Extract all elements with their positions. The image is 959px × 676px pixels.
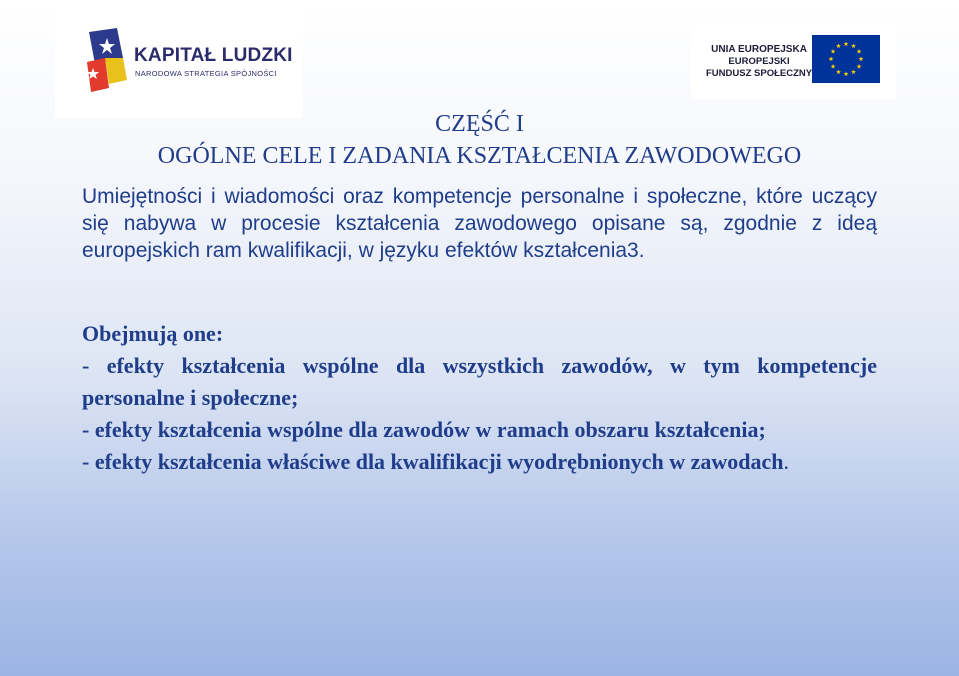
intro-text: Umiejętności i wiadomości oraz kompetencje personalne i społeczne, które uczący się nabywa w procesie kształcenia zawodowego opisane są, zgodnie z ideą europejskich ram kwalifikacji, w języku efektów kształcenia3. (82, 185, 877, 262)
intro-paragraph (82, 183, 877, 264)
kapital-ludzki-logo (55, 0, 303, 118)
ue-logo-text (706, 44, 812, 80)
ue-line-1: UNIA EUROPEJSKA (711, 44, 807, 55)
ue-line-2: EUROPEJSKI (728, 56, 790, 67)
list-item-1: - efekty kształcenia wspólne dla wszystkich zawodów, w tym kompetencje personalne i społeczne; (82, 353, 877, 410)
kapital-ludzki-emblem-icon (83, 28, 131, 92)
list-item-3 (82, 446, 877, 478)
list-end-mark: . (783, 449, 790, 474)
heading-block (0, 108, 959, 172)
eu-flag-icon (812, 35, 880, 83)
section-title: OGÓLNE CELE I ZADANIA KSZTAŁCENIA ZAWODOWEGO (157, 143, 802, 169)
unia-europejska-logo (691, 22, 896, 99)
list-lead: Obejmują one: (82, 321, 224, 346)
ue-line-3: FUNDUSZ SPOŁECZNY (706, 68, 813, 79)
list-item-3-text: - efekty kształcenia właściwe dla kwalifikacji wyodrębnionych w zawodach (82, 449, 784, 474)
kapital-ludzki-subtitle: NARODOWA STRATEGIA SPÓJNOŚCI (135, 69, 277, 78)
effects-list (82, 318, 877, 478)
kapital-ludzki-title: KAPITAŁ LUDZKI (134, 45, 293, 66)
list-item-2: - efekty kształcenia wspólne dla zawodów w ramach obszaru kształcenia; (82, 417, 766, 442)
part-heading: CZĘŚĆ I (435, 111, 524, 137)
